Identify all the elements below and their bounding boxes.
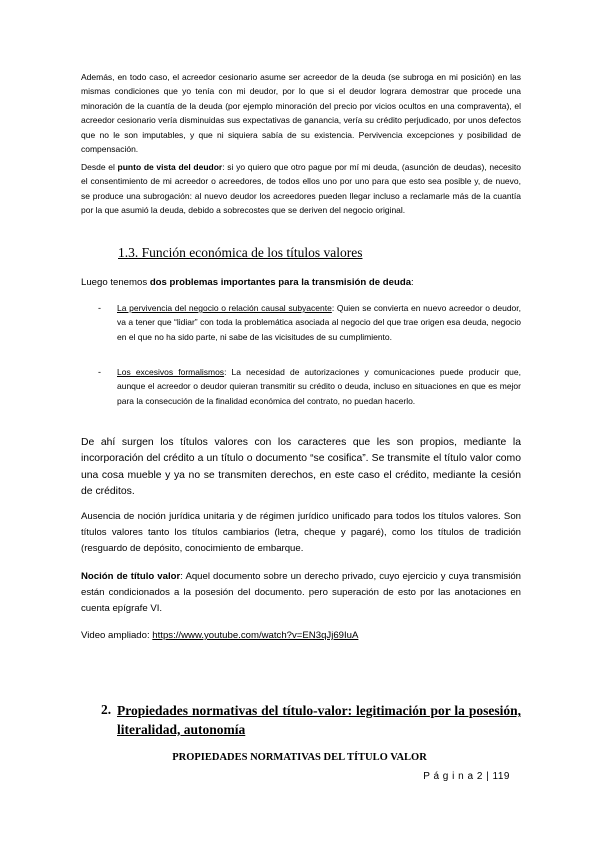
section-heading-1-3: 1.3. Función económica de los títulos valores xyxy=(118,245,363,260)
section-heading-2 xyxy=(117,702,521,739)
paragraph-titulos-origin: De ahí surgen los títulos valores con los caracteres que les son propios, mediante la incorporación del crédito a un título o documento “se cosifica”. Se transmite el título valor como una cosa mueble y ya no se transmiten derechos, en este caso el crédito, mediante la cesión de créditos. xyxy=(81,437,521,497)
paragraph-problems-intro xyxy=(81,275,521,291)
text-run: : Quien se convierta en nuevo acreedor o deudor, va a tener que “lidiar” con toda la problemática asociada al negocio del que trae origen esa deuda, negocio en el que no ha sido parte, ni sabe de las vicisitudes de su cumplimiento. xyxy=(117,303,522,342)
bold-term: Noción de título valor xyxy=(81,571,181,582)
bold-term: punto de vista del deudor xyxy=(117,162,223,172)
section-number-2: 2. xyxy=(101,702,112,717)
section-caption: PROPIEDADES NORMATIVAS DEL TÍTULO VALOR xyxy=(172,752,427,763)
paragraph-cession-creditor: Además, en todo caso, el acreedor cesionario asume ser acreedor de la deuda (se subroga en mi posición) en las mismas condiciones que yo tenía con mi deudor, por lo que si el deudor lograra demostrar que procede una minoración de la cuantía de la deuda (por ejemplo minoración del precio por vicios ocultos en una compraventa), el acreedor cesionario vería disminuidas sus expectativas de ganancia, vería su crédito perjudicado, por unos defectos que no le son imputables, y que ni siquiera sabía de su existencia. Pervivencia excepciones y posibilidad de compensación. xyxy=(81,72,521,155)
paragraph-notion-titulo-valor xyxy=(81,569,521,617)
bold-term: dos problemas importantes para la transmisión de deuda xyxy=(149,277,412,288)
underlined-term: La pervivencia del negocio o relación causal subyacente xyxy=(117,303,332,313)
underlined-term: Los excesivos formalismos xyxy=(117,367,225,377)
bullet-marker: - xyxy=(98,367,101,377)
text-run: : La necesidad de autorizaciones y comunicaciones puede producir que, aunque el acreedor o deudor quieran transmitir su crédito o deuda, incluso en situaciones en que es mejor para la consecución de la finalidad económica del contrato, no puedan hacerlo. xyxy=(117,367,521,406)
page-number: P á g i n a 2 | 119 xyxy=(423,771,510,782)
text-run: Luego tenemos xyxy=(81,277,150,288)
paragraph-video xyxy=(81,628,521,644)
bullet-item-formalisms xyxy=(117,365,521,408)
video-label: Video ampliado: xyxy=(81,630,153,641)
paragraph-debtor-view xyxy=(81,160,521,218)
video-link[interactable]: https://www.youtube.com/watch?v=EN3qJj69IuA xyxy=(152,630,359,641)
text-run: : xyxy=(411,277,414,288)
paragraph-no-unitary-notion: Ausencia de noción jurídica unitaria y de régimen jurídico unificado para todos los títulos valores. Son títulos valores tanto los títulos cambiarios (letra, cheque y pagaré), como los títulos de tradición (resguardo de depósito, conocimiento de embarque. xyxy=(81,511,521,554)
bullet-item-causal-relation xyxy=(117,301,521,344)
text-run: : si yo quiero que otro pague por mí mi deuda, (asunción de deudas), necesito el consentimiento de mi acreedor o acreedores, de todos ellos uno por uno para que esto sea posible y, de nuevo, se produce una subrogación: al nuevo deudor los acreedores pueden llegar incluso a reclamarle más de la cuantía por la que asumió la deuda, debido a sobrecostes que se deriven del negocio original. xyxy=(81,162,521,216)
bullet-marker: - xyxy=(98,303,101,313)
text-run: Desde el xyxy=(81,162,118,172)
text-run: : Aquel documento sobre un derecho privado, cuyo ejercicio y cuya transmisión están condicionados a la posesión del documento. pero superación de esto por las anotaciones en cuenta epígrafe VI. xyxy=(81,571,522,614)
section-heading-2-text: Propiedades normativas del título-valor: legitimación por la posesión, literalidad, autonomía xyxy=(117,703,521,737)
